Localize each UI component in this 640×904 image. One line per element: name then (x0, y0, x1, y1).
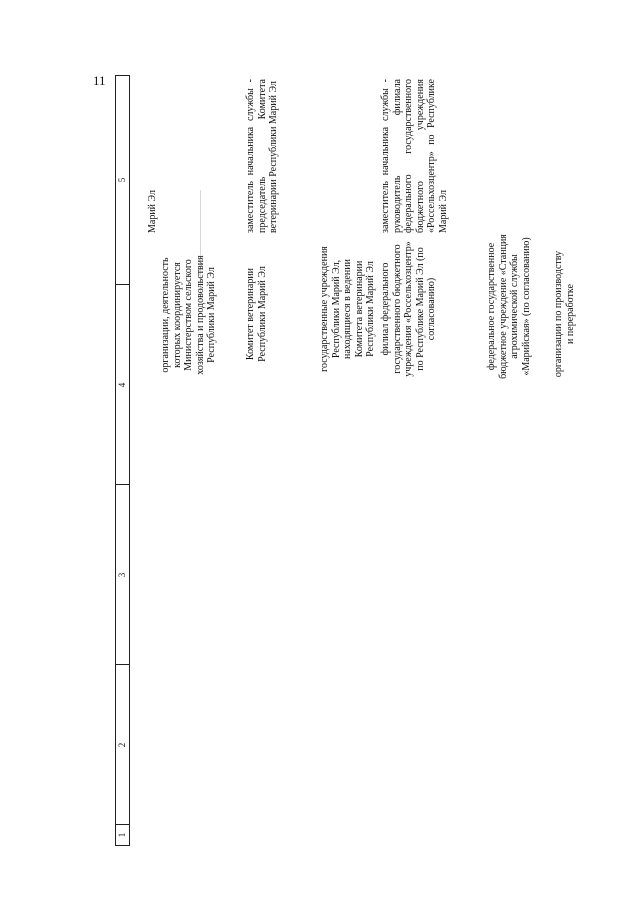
page-number: 11 (93, 73, 106, 88)
col4-cell-organizations: организации, деятельность которых координируется Министерством сельского хозяйства и продовольствия Республики Марий Эл (160, 255, 218, 375)
table-top-border (115, 75, 130, 76)
table-left-border (115, 75, 116, 846)
col4-cell-rosselkhoz-branch: филиал федерального государственного бюджетного учреждения «Россельхозцентр» по Республике Марий Эл (по согласованию) (380, 241, 438, 377)
col4-cell-vet-committee: Комитет ветеринарии Республики Марий Эл (245, 266, 268, 362)
header-col-3: 3 (117, 572, 127, 578)
header-col-4: 4 (117, 382, 127, 388)
col5-cell-rosselkhoz-deputy: заместитель начальника службы - руководитель филиала федерального государственного бюджетного учреждения «Россельхозцентр» по Республике Марий Эл (380, 79, 449, 233)
header-divider (115, 484, 129, 485)
header-col-1: 1 (117, 832, 127, 838)
col5-cell-mari-el: Марий Эл (147, 190, 158, 233)
col4-cell-state-institutions: государственные учреждения Республики Марий Эл, находящиеся в ведении Комитета ветеринарии Республики Марий Эл (319, 246, 377, 372)
header-col-2: 2 (117, 742, 127, 748)
header-divider (115, 664, 129, 665)
col4-cell-production-orgs: организации по производству и переработке (553, 250, 576, 378)
table-bottom-border (115, 845, 130, 846)
header-divider (115, 284, 129, 285)
header-col-5: 5 (117, 177, 127, 183)
header-divider (115, 824, 129, 825)
col4-cell-agrochem-station: федеральное государственное бюджетное учреждение «Станция агрохимической службы «Марийская» (по согласованию) (486, 234, 532, 379)
column-4-frame (553, 75, 640, 845)
table-header-border (129, 75, 130, 846)
table-header-row (115, 75, 129, 845)
col5-cell-vet-deputy: заместитель начальника службы - председатель Комитета ветеринарии Республики Марий Эл (245, 79, 280, 233)
